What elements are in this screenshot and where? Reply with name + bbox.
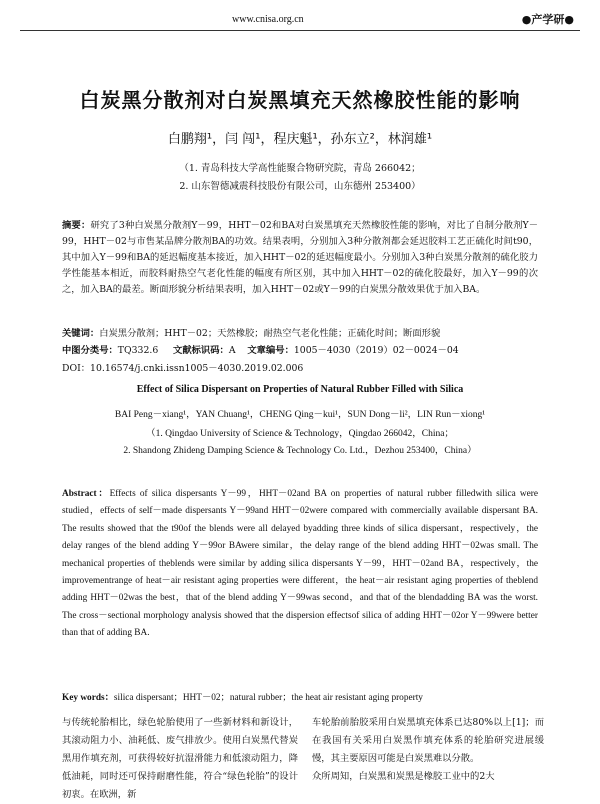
keywords-cn [62,326,560,342]
keywords-cn-label: 关键词： [62,328,100,339]
affiliation-en-1: （1. Qingdao University of Science & Technology，Qingdao 266042，China； [146,429,454,439]
keywords-en-text: silica dispersant；HHT－02；natural rubber；the heat air resistant aging property [113,693,423,703]
keywords-en [62,690,560,706]
doi: DOI：10.16574/j.cnki.issn1005－4030.2019.02.006 [62,363,304,374]
affiliation-en-2: 2. Shandong Zhideng Damping Science & Technology Co. Ltd.，Dezhou 253400，China） [123,446,477,456]
clc-value: TQ332.6 [117,345,159,356]
body-column-right: 车轮胎前胎胶采用白炭黑填充体系已达80%以上[1]；而在我国有关采用白炭黑作填充体系的轮胎研究进展缓慢，其主要原因可能是白炭黑难以分散。 众所周知，白炭黑和炭黑是橡胶工业中的2大 [312,717,544,782]
abstract-en-text: Effects of silica dispersants Y－99，HHT－02and BA on properties of natural rubber filledwith silica were studied，effects of self－made dispersants Y－99and HHT－02were compared with commercially available dispersant BA. The results showed that the t90of the blends were all delayed byadding three kinds of silica dispersant，respectively，the delay ranges of the blend adding Y－99or BAwere similar，the delay range of the blend adding HHT－02was small. The mechanical properties of theblends were similar by adding silica dispersants Y－99，HHT－02and BA，respectively，the improvementrange of heat－air resistant aging properties were different，the heat－air resistant aging properties of theblend adding HHT－02was the best，that of the blend adding Y－99was second，and that of the blendadding BA was the worst. The cross－sectional morphology analysis showed that the dispersion effectsof silica of adding HHT－02or Y－99were better than that of adding BA. [62,489,538,639]
abstract-en-label: Abstract： [62,489,110,499]
classification-line [62,343,560,359]
paper-title-cn: 白炭黑分散剂对白炭黑填充天然橡胶性能的影响 [79,88,521,112]
page-header [0,0,600,36]
affiliations-cn [0,160,600,196]
journal-website: www.cnisa.org.cn [232,14,304,25]
header-rule [20,30,580,31]
body-column-left: 与传统轮胎相比，绿色轮胎使用了一些新材料和新设计，其滚动阻力小、油耗低、废气排放少。使用白炭黑代替炭黑用作填充剂，可获得较好抗湿滑能力和低滚动阻力，降低油耗，同时还可保持耐磨性能，符合“绿色轮胎”的设计初衷。在欧洲，新 [62,717,298,800]
keywords-en-label: Key words： [62,693,114,703]
article-no-label: 文章编号： [247,345,294,356]
affiliations-en [0,426,600,460]
column-label: ●产学研● [521,13,574,26]
abstract-cn [62,218,538,298]
keywords-cn-text: 白炭黑分散剂；HHT－02；天然橡胶；耐热空气老化性能；正硫化时间；断面形貌 [99,328,441,339]
doc-code-value: A [228,345,236,356]
authors-cn: 白鹏翔¹，闫 闯¹，程庆魁¹，孙东立²，林润雄¹ [167,132,433,147]
affiliation-cn-1: （1. 青岛科技大学高性能聚合物研究院，青岛 266042； [179,163,421,174]
abstract-en [62,486,538,643]
article-no-value: 1005－4030（2019）02－0024－04 [293,345,459,356]
abstract-cn-label: 摘要： [62,220,91,231]
paper-title-en: Effect of Silica Dispersant on Properties of Natural Rubber Filled with Silica [136,384,464,395]
clc-label: 中图分类号： [62,345,118,356]
affiliation-cn-2: 2. 山东智德减震科技股份有限公司，山东德州 253400） [179,181,421,192]
doc-code-label: 文献标识码： [173,345,229,356]
authors-en: BAI Peng－xiang¹，YAN Chuang¹，CHENG Qing－kui¹，SUN Dong－li²，LIN Run－xiong¹ [114,410,486,420]
abstract-cn-text: 研究了3种白炭黑分散剂Y－99，HHT－02和BA对白炭黑填充天然橡胶性能的影响，对比了自制分散剂Y－99，HHT－02与市售某品牌分散剂BA的功效。结果表明，分别加入3种分散剂都会延迟胶料工艺正硫化时间t90，其中加入Y－99和BA的延迟幅度基本接近，加入HHT－02的延迟幅度最小。分别加入3种白炭黑分散剂的硫化胶力学性能基本相近，而胶料耐热空气老化性能的幅度有所区别，其中加入HHT－02的硫化胶最好，加入Y－99的次之，加入BA的最差。断面形貌分析结果表明，加入HHT－02或Y－99的白炭黑分散效果优于加入BA。 [62,220,538,295]
